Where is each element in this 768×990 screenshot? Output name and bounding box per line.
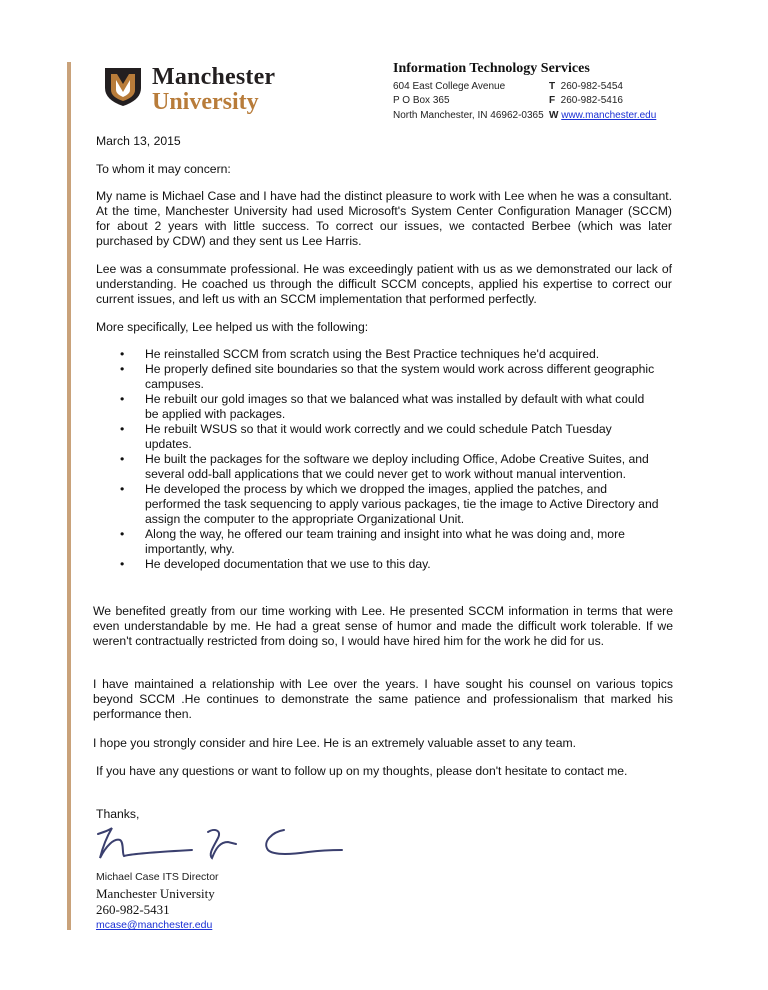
paragraph-list-intro: More specifically, Lee helped us with the following: <box>96 320 369 334</box>
signer-email-link[interactable]: mcase@manchester.edu <box>96 919 213 931</box>
fax-value: 260-982-5416 <box>560 95 623 106</box>
signer-organization: Manchester University <box>96 886 215 901</box>
address-pobox: P O Box 365 <box>393 95 450 106</box>
letter-date: March 13, 2015 <box>96 134 181 148</box>
list-item: • He reinstalled SCCM from scratch using the Best Practice techniques he'd acquired. <box>120 347 660 362</box>
paragraph-recommendation: I hope you strongly consider and hire Lee. He is an extremely valuable asset to any team. <box>93 736 577 750</box>
phone-value: 260-982-5454 <box>560 81 623 92</box>
contact-fax <box>549 95 623 106</box>
paragraph-intro: My name is Michael Case and I have had the distinct pleasure to work with Lee when he was a consultant. At the time, Manchester University had used Microsoft's System Center Configuration Manager (SCCM) for about 2 years with little success. To correct our issues, we contacted Berbee (which was later purchased by CDW) and they sent us Lee Harris. <box>96 189 672 248</box>
signer-name-title: Michael Case ITS Director <box>96 871 219 883</box>
university-shield-logo <box>103 64 143 108</box>
contact-phone <box>549 81 623 92</box>
website-link[interactable]: www.manchester.edu <box>561 110 657 121</box>
list-item: • He rebuilt our gold images so that we balanced what was installed by default with what could be applied with packages. <box>120 392 660 422</box>
signer-phone: 260-982-5431 <box>96 902 170 917</box>
fax-label: F <box>549 95 556 106</box>
web-label: W <box>549 110 559 121</box>
letter-salutation: To whom it may concern: <box>96 162 231 176</box>
list-item: • He properly defined site boundaries so that the system would work across different geographic campuses. <box>120 362 660 392</box>
brand-name-line2: University <box>152 89 259 115</box>
list-item: • Along the way, he offered our team training and insight into what he was doing and, more importantly, why. <box>120 527 660 557</box>
handwritten-signature <box>96 824 346 864</box>
list-item: • He rebuilt WSUS so that it would work correctly and we could schedule Patch Tuesday updates. <box>120 422 660 452</box>
letter-closing: Thanks, <box>96 807 140 821</box>
brand-name-line1: Manchester <box>152 64 276 90</box>
address-street: 604 East College Avenue <box>393 81 506 92</box>
phone-label: T <box>549 81 556 92</box>
paragraph-professional: Lee was a consummate professional. He was exceedingly patient with us as we demonstrated our lack of understanding. He coached us through the difficult SCCM concepts, applied his expertise to correct our current issues, and left us with an SCCM implementation that performed perfectly. <box>96 262 672 306</box>
accomplishments-list <box>120 347 660 572</box>
department-title: Information Technology Services <box>393 61 590 76</box>
contact-web <box>549 110 656 121</box>
list-item: • He developed the process by which we dropped the images, applied the patches, and performed the task sequencing to apply various packages, tie the image to Active Directory and assign the computer to the appropriate Organizational Unit. <box>120 482 660 527</box>
list-item: • He built the packages for the software we deploy including Office, Adobe Creative Suites, and several odd-ball applications that we could never get to work without manual intervention. <box>120 452 660 482</box>
paragraph-relationship: I have maintained a relationship with Lee over the years. I have sought his counsel on various topics beyond SCCM .He continues to demonstrate the same patience and professionalism that marked his performance then. <box>93 677 673 721</box>
letterhead-accent-rule <box>67 62 71 930</box>
list-item: • He developed documentation that we use to this day. <box>120 557 660 572</box>
address-city: North Manchester, IN 46962-0365 <box>393 110 544 121</box>
paragraph-contact: If you have any questions or want to follow up on my thoughts, please don't hesitate to contact me. <box>96 764 628 778</box>
paragraph-benefits: We benefited greatly from our time working with Lee. He presented SCCM information in terms that were even understandable by me. He had a great sense of humor and made the difficult work tolerable. If we weren't contractually restricted from doing so, I would have hired him for the work he did for us. <box>93 604 673 648</box>
